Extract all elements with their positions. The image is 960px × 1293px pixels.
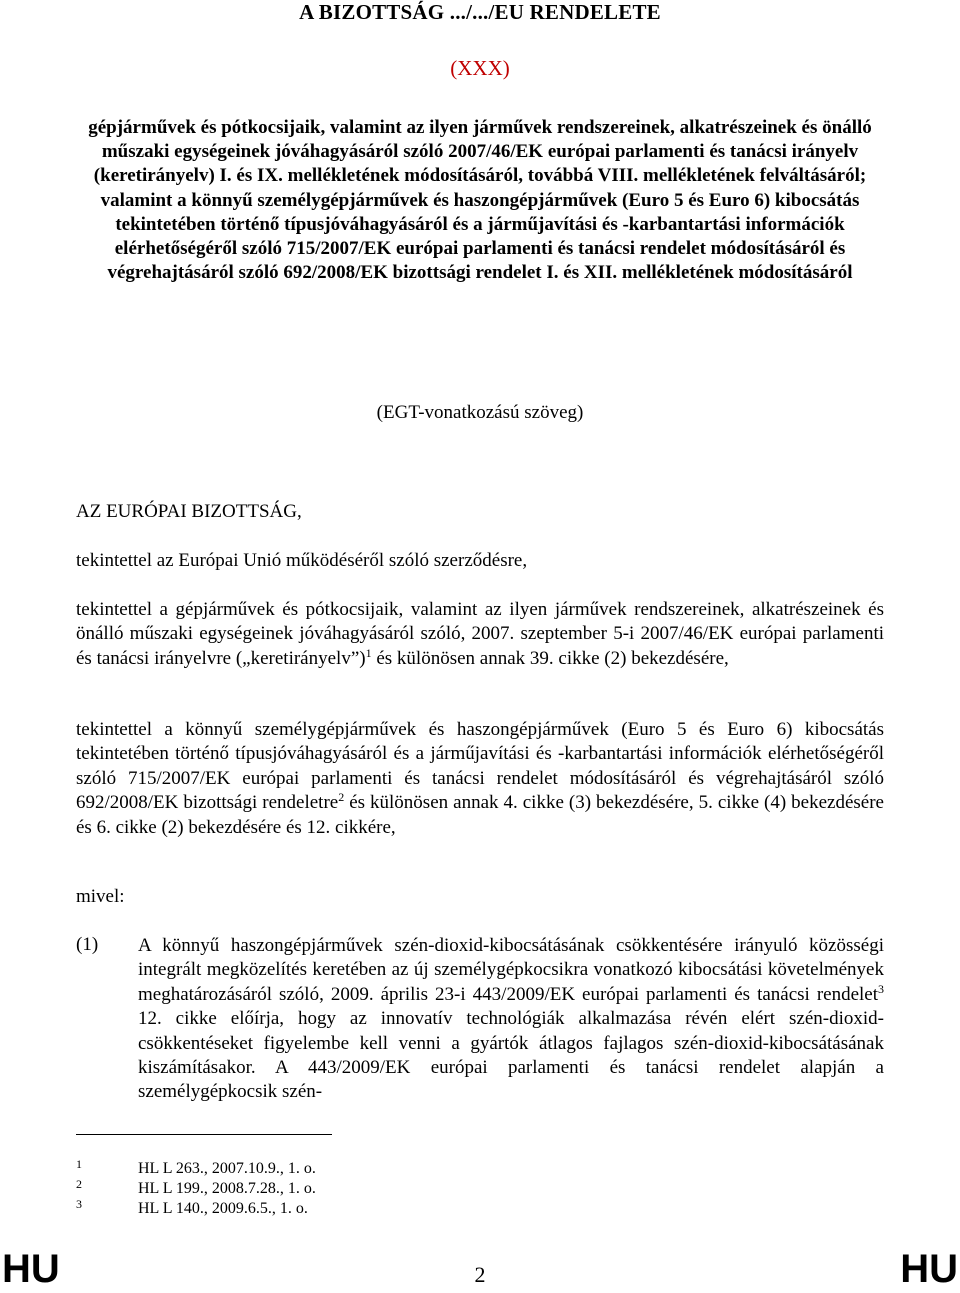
footnote-ref-2[interactable]: 2 [338,790,345,805]
footnote-ref-1[interactable]: 1 [365,645,372,660]
language-code-left: HU [2,1247,60,1291]
citation-directive-tail: és különösen annak 39. cikke (2) bekezdésére, [371,647,729,669]
footnote-number-3: 3 [76,1197,82,1211]
recital-number: (1) [76,934,99,955]
regulation-subject: gépjárművek és pótkocsijaik, valamint az ilyen járművek rendszereinek, alkatrészeinek és önálló műszaki egységeinek jóváhagyásáról szóló 2007/46/EK európai parlamenti és tanácsi irányelv (keretirányelv) I. és IX. mellékletének módosításáról, továbbá VIII. mellékletének felváltásáról; valamint a könnyű személygépjárművek és haszongépjárművek (Euro 5 és Euro 6) kibocsátás tekintetében történő típusjóváhagyásáról és a járműjavítási és -karbantartási információk elérhetőségéről szóló 715/2007/EK európai parlamenti és tanácsi rendelet módosításáról és végrehajtásáról szóló 692/2008/EK bizottsági rendelet I. és XII. mellékletének módosításáról [88,117,872,284]
citation-emissions-regulation [76,718,884,840]
footnote-separator [76,1134,332,1135]
eea-relevance-note: (EGT-vonatkozású szöveg) [376,402,584,423]
citation-framework-directive [76,598,884,671]
recital-1-tail: 12. cikke előírja, hogy az innovatív technológiák alkalmazása révén elért szén-dioxid-csökkentéseket figyelembe kell venni a gyártók átlagos fajlagos szén-dioxid-kibocsátásának kiszámításakor. A 443/2009/EK európai parlamenti és tanácsi rendelet alapján a személygépkocsik szén- [138,1008,884,1103]
citation-treaty: tekintettel az Európai Unió működéséről szóló szerződésre, [76,550,528,571]
recital-1-body: A könnyű haszongépjárművek szén-dioxid-kibocsátásának csökkentésére irányuló közösségi integrált megközelítés keretében az új személygépkocsikra vonatkozó kibocsátási követelmények meghatározásáról szóló, 2009. április 23-i 443/2009/EK európai parlamenti és tanácsi rendelet [138,935,884,1005]
citation-directive-text: tekintettel a gépjárművek és pótkocsijaik, valamint az ilyen járművek rendszereinek, alkatrészeinek és önálló műszaki egységeinek jóváhagyásáról szóló, 2007. szeptember 5-i 2007/46/EK európai parlamenti és tanácsi irányelvre („keretirányelv”) [76,599,884,669]
footnote-ref-3[interactable]: 3 [878,981,884,996]
language-code-right: HU [900,1247,958,1291]
footnote-number-2: 2 [76,1177,82,1191]
recital-1-text [138,934,884,1105]
citation-regulation-text: tekintettel a könnyű személygépjárművek és haszongépjárművek (Euro 5 és Euro 6) kibocsátás tekintetében történő típusjóváhagyásáról és a járműjavítási és -karbantartási információk elérhetőségéről szóló 715/2007/EK európai parlamenti és tanácsi rendelet módosításáról és végrehajtásáról szóló 692/2008/EK bizottsági rendeletre [76,719,884,814]
document-title: A BIZOTTSÁG .../.../EU RENDELETE [299,0,661,24]
citation-regulation-tail: és különösen annak 4. cikke (3) bekezdésére, 5. cikke (4) bekezdésére és 6. cikke (2) bekezdésére és 12. cikkére, [76,792,884,838]
page-number: 2 [474,1262,486,1287]
footnote-text-3: HL L 140., 2009.6.5., 1. o. [138,1200,308,1217]
commission-heading: AZ EURÓPAI BIZOTTSÁG, [76,501,302,522]
footnote-number-1: 1 [76,1157,82,1171]
document-number: (XXX) [450,56,510,80]
whereas-heading: mivel: [76,886,125,907]
footnote-text-2: HL L 199., 2008.7.28., 1. o. [138,1180,316,1197]
footnote-text-1: HL L 263., 2007.10.9., 1. o. [138,1160,316,1177]
